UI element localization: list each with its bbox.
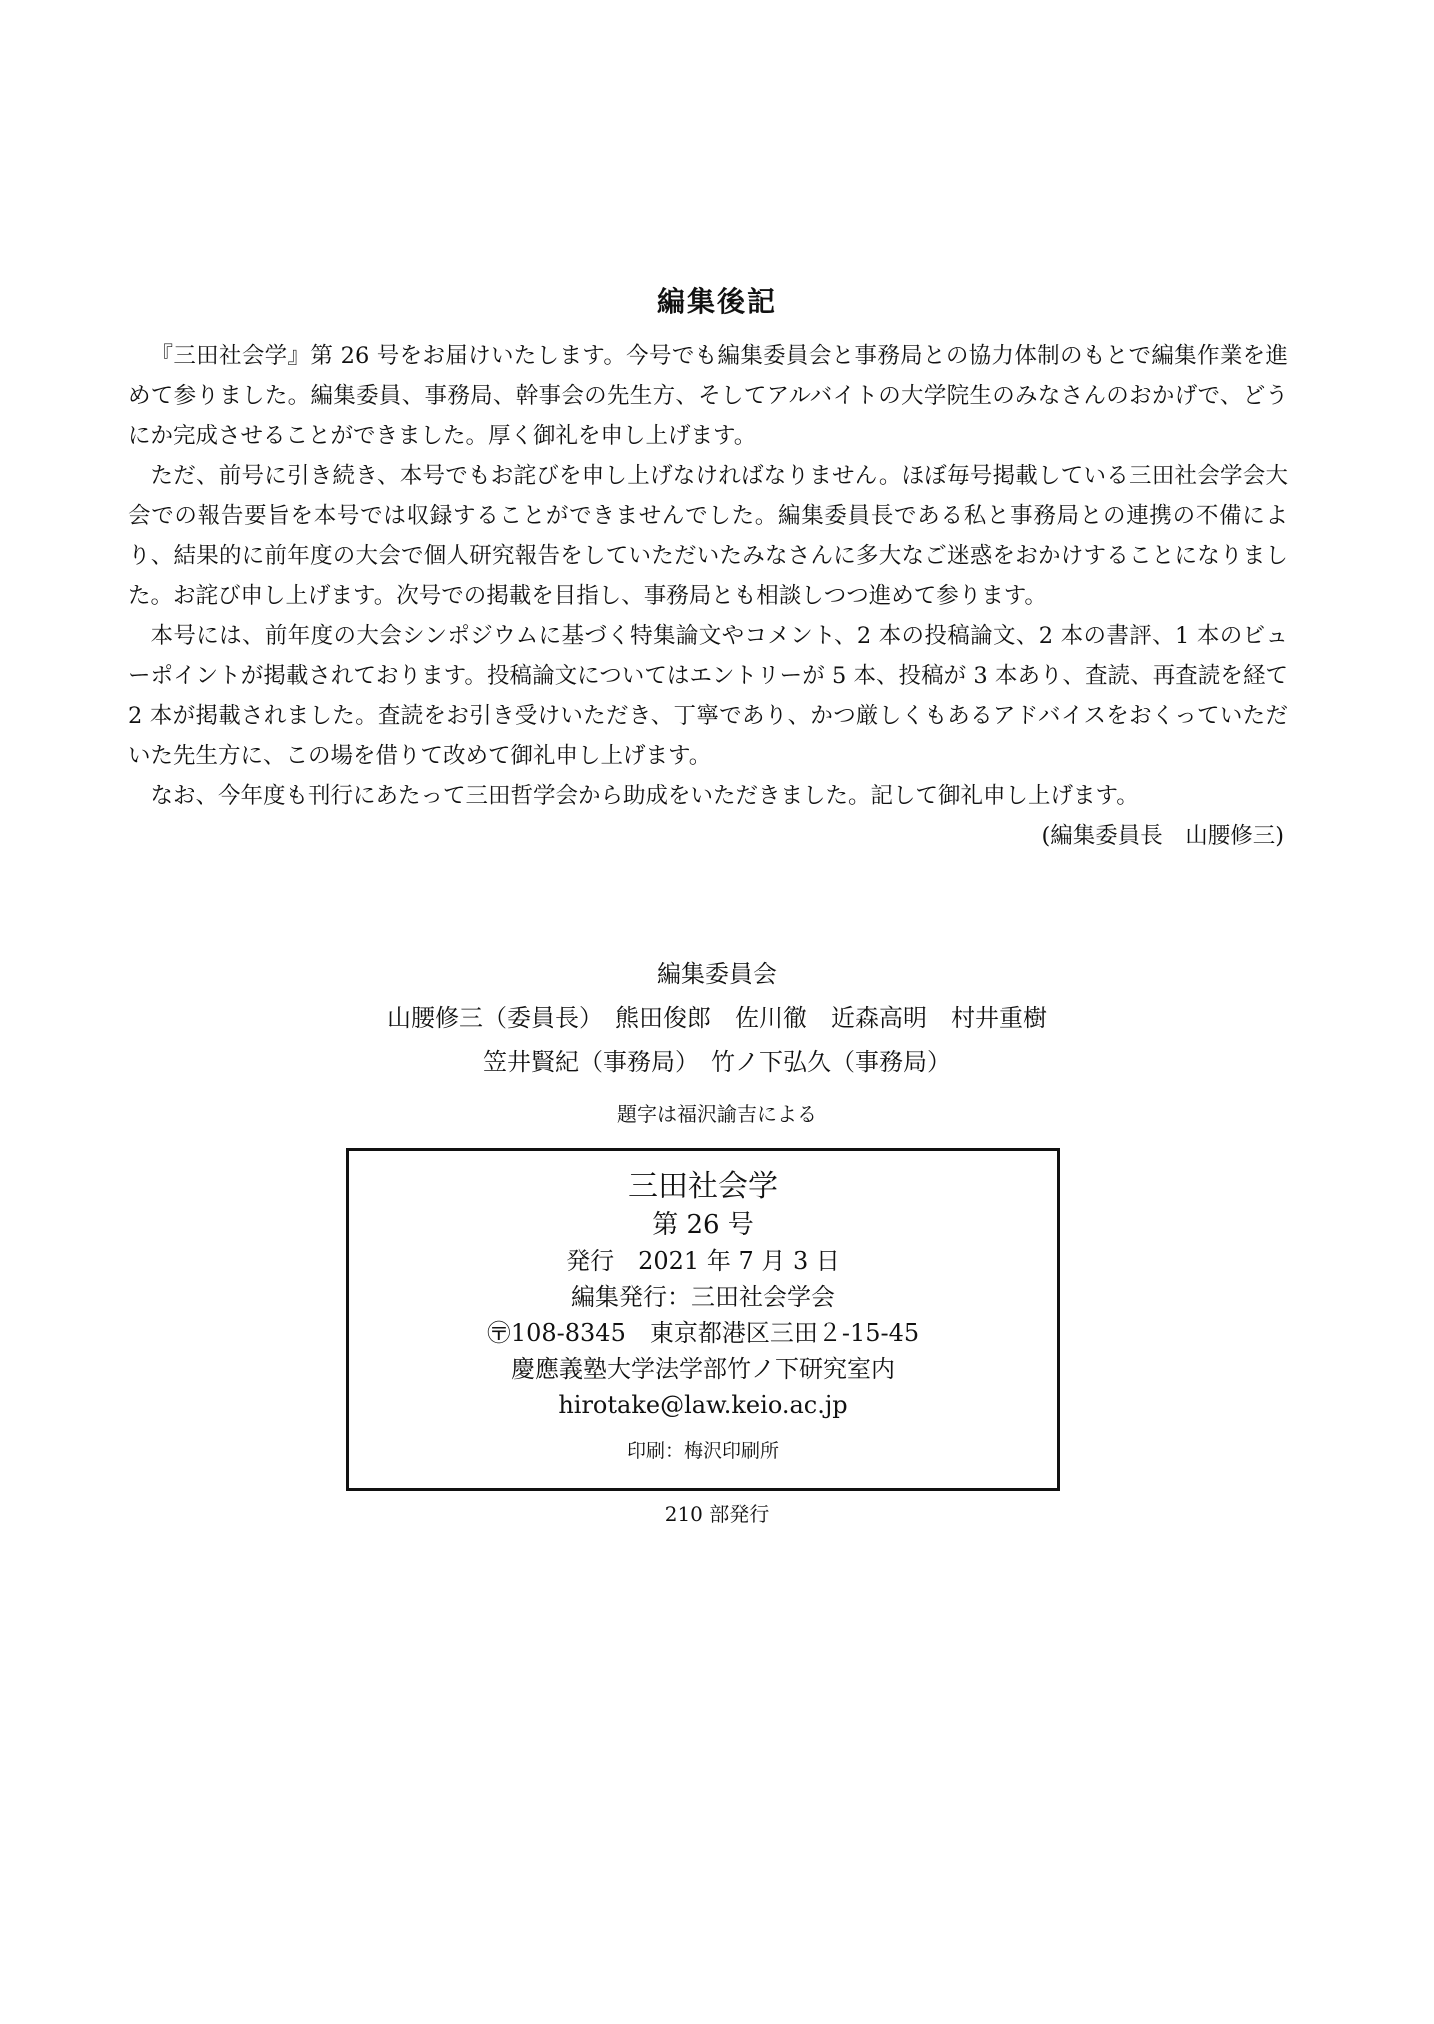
committee-heading: 編集委員会	[657, 960, 777, 988]
publisher: 編集発行：三田社会学会	[571, 1283, 835, 1311]
page-title: 編集後記	[656, 285, 777, 318]
printer: 印刷：梅沢印刷所	[626, 1440, 779, 1462]
paragraph-4: なお、今年度も刊行にあたって三田哲学会から助成をいただきました。記して御礼申し上げます。	[150, 783, 1139, 809]
paragraph-1: 『三田社会学』第 26 号をお届けいたします。今号でも編集委員会と事務局との協力体制のもとで編集作業を進めて参りました。編集委員、事務局、幹事会の先生方、そしてアルバイトの大学院生のみなさんのおかげで、どうにか完成させることができました。厚く御礼を申し上げます。	[128, 343, 1288, 449]
editorial-committee	[0, 952, 1434, 1084]
paragraph-3: 本号には、前年度の大会シンポジウムに基づく特集論文やコメント、2 本の投稿論文、2 本の書評、1 本のビューポイントが掲載されております。投稿論文についてはエントリーが 5 本、投稿が 3 本あり、査読、再査読を経て 2 本が掲載されました。査読をお引き受けいただき、丁寧であり、かつ厳しくもあるアドバイスをおくっていただいた先生方に、この場を借りて改めて御礼申し上げます。	[128, 623, 1288, 769]
editorial-body	[128, 336, 1288, 856]
publication-date: 発行 2021 年 7 月 3 日	[566, 1247, 840, 1275]
issue-number: 第 26 号	[652, 1210, 754, 1240]
paragraph-2: ただ、前号に引き続き、本号でもお詫びを申し上げなければなりません。ほぼ毎号掲載している三田社会学会大会での報告要旨を本号では収録することができませんでした。編集委員長である私と事務局との連携の不備により、結果的に前年度の大会で個人研究報告をしていただいたみなさんに多大なご迷惑をおかけすることになりました。お詫び申し上げます。次号での掲載を目指し、事務局とも相談しつつ進めて参ります。	[128, 463, 1288, 609]
print-run: 210 部発行	[664, 1502, 770, 1526]
committee-members-line-1: 山腰修三（委員長） 熊田俊郎 佐川徹 近森高明 村井重樹	[387, 1004, 1047, 1032]
journal-name: 三田社会学	[628, 1169, 778, 1204]
calligraphy-note: 題字は福沢諭吉による	[617, 1102, 817, 1126]
signature: (編集委員長 山腰修三)	[1041, 823, 1284, 849]
colophon-box	[346, 1148, 1060, 1491]
postal-address: 〶108-8345 東京都港区三田２-15-45	[486, 1319, 920, 1347]
committee-members-line-2: 笠井賢紀（事務局） 竹ノ下弘久（事務局）	[483, 1048, 951, 1076]
contact-email: hirotake@law.keio.ac.jp	[558, 1391, 848, 1419]
office-location: 慶應義塾大学法学部竹ノ下研究室内	[511, 1355, 895, 1383]
